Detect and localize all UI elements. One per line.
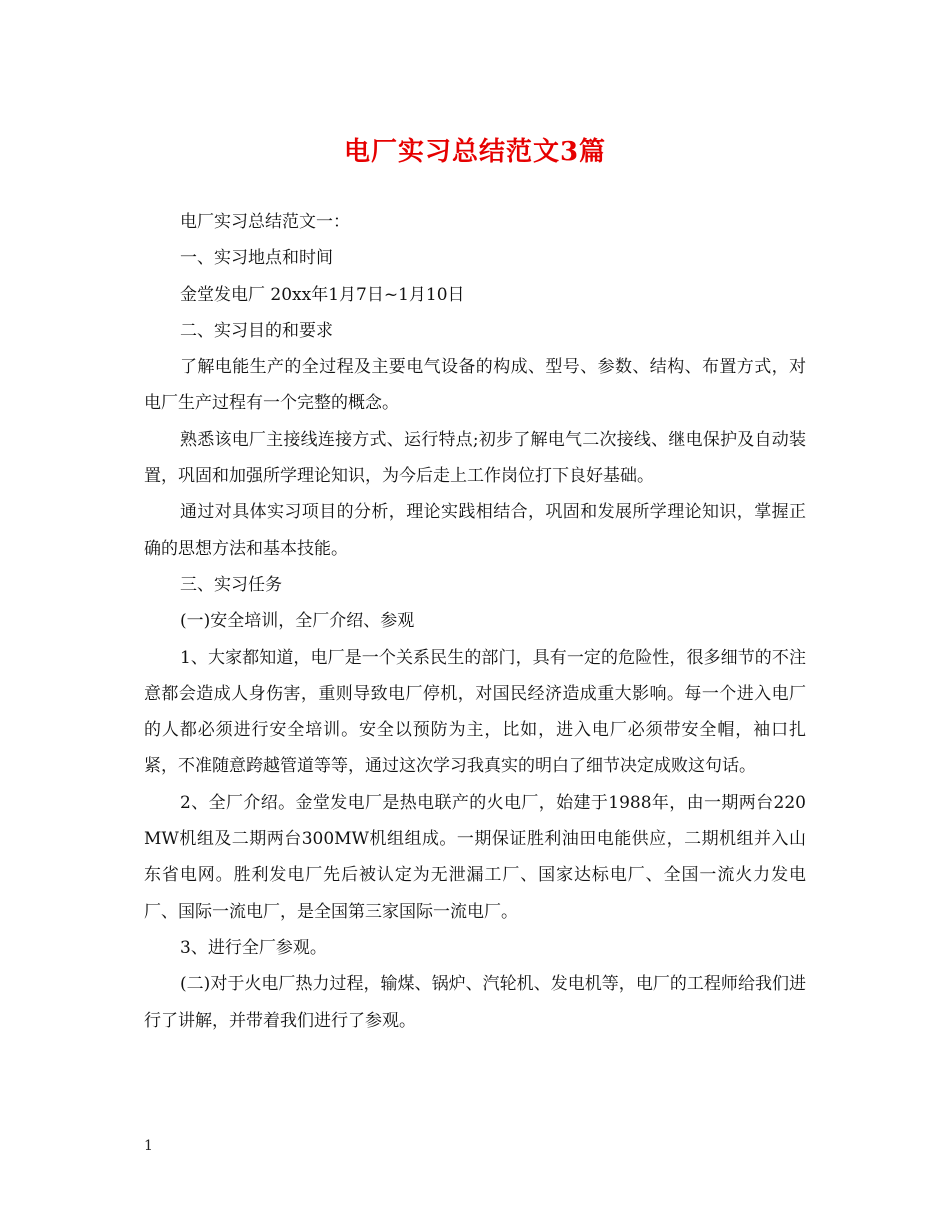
subsection-heading-safety: (一)安全培训，全厂介绍、参观 (180, 611, 415, 632)
paragraph-plant-tour: 3、进行全厂参观。 (180, 937, 327, 958)
section-heading-tasks: 三、实习任务 (180, 574, 282, 595)
paragraph-thermal-process: (二)对于火电厂热力过程，输煤、锅炉、汽轮机、发电机等，电厂的工程师给我们进行了讲解，并带着我们进行了参观。 (144, 974, 806, 1031)
page-number: 1 (144, 1138, 153, 1154)
paragraph-purpose-2: 熟悉该电厂主接线连接方式、运行特点;初步了解电气二次接线、继电保护及自动装置，巩固和加强所学理论知识，为今后走上工作岗位打下良好基础。 (144, 429, 806, 487)
paragraph-purpose-3: 通过对具体实习项目的分析，理论实践相结合，巩固和发展所学理论知识，掌握正确的思想方法和基本技能。 (144, 502, 806, 559)
section-heading-purpose: 二、实习目的和要求 (180, 320, 333, 341)
paragraph-plant-introduction: 2、全厂介绍。金堂发电厂是热电联产的火电厂，始建于1988年，由一期两台220MW机组及二期两台300MW机组组成。一期保证胜利油田电能供应，二期机组并入山东省电网。胜利发电厂先后被认定为无泄漏工厂、国家达标电厂、全国一流火力发电厂、国际一流电厂，是全国第三家国际一流电厂。 (144, 792, 806, 922)
section-heading-sample-one: 电厂实习总结范文一： (180, 212, 350, 232)
document-body (144, 204, 806, 1039)
paragraph-purpose-1: 了解电能生产的全过程及主要电气设备的构成、型号、参数、结构、布置方式，对电厂生产过程有一个完整的概念。 (144, 357, 806, 414)
paragraph-safety-training: 1、大家都知道，电厂是一个关系民生的部门，具有一定的危险性，很多细节的不注意都会造成人身伤害，重则导致电厂停机，对国民经济造成重大影响。每一个进入电厂的人都必须进行安全培训。安全以预防为主，比如，进入电厂必须带安全帽，袖口扎紧，不准随意跨越管道等等，通过这次学习我真实的明白了细节决定成败这句话。 (144, 647, 806, 777)
paragraph-location-time: 金堂发电厂 20xx年1月7日~1月10日 (180, 284, 465, 305)
page-title: 电厂实习总结范文3篇 (343, 137, 607, 167)
section-heading-location-time: 一、实习地点和时间 (180, 248, 333, 269)
